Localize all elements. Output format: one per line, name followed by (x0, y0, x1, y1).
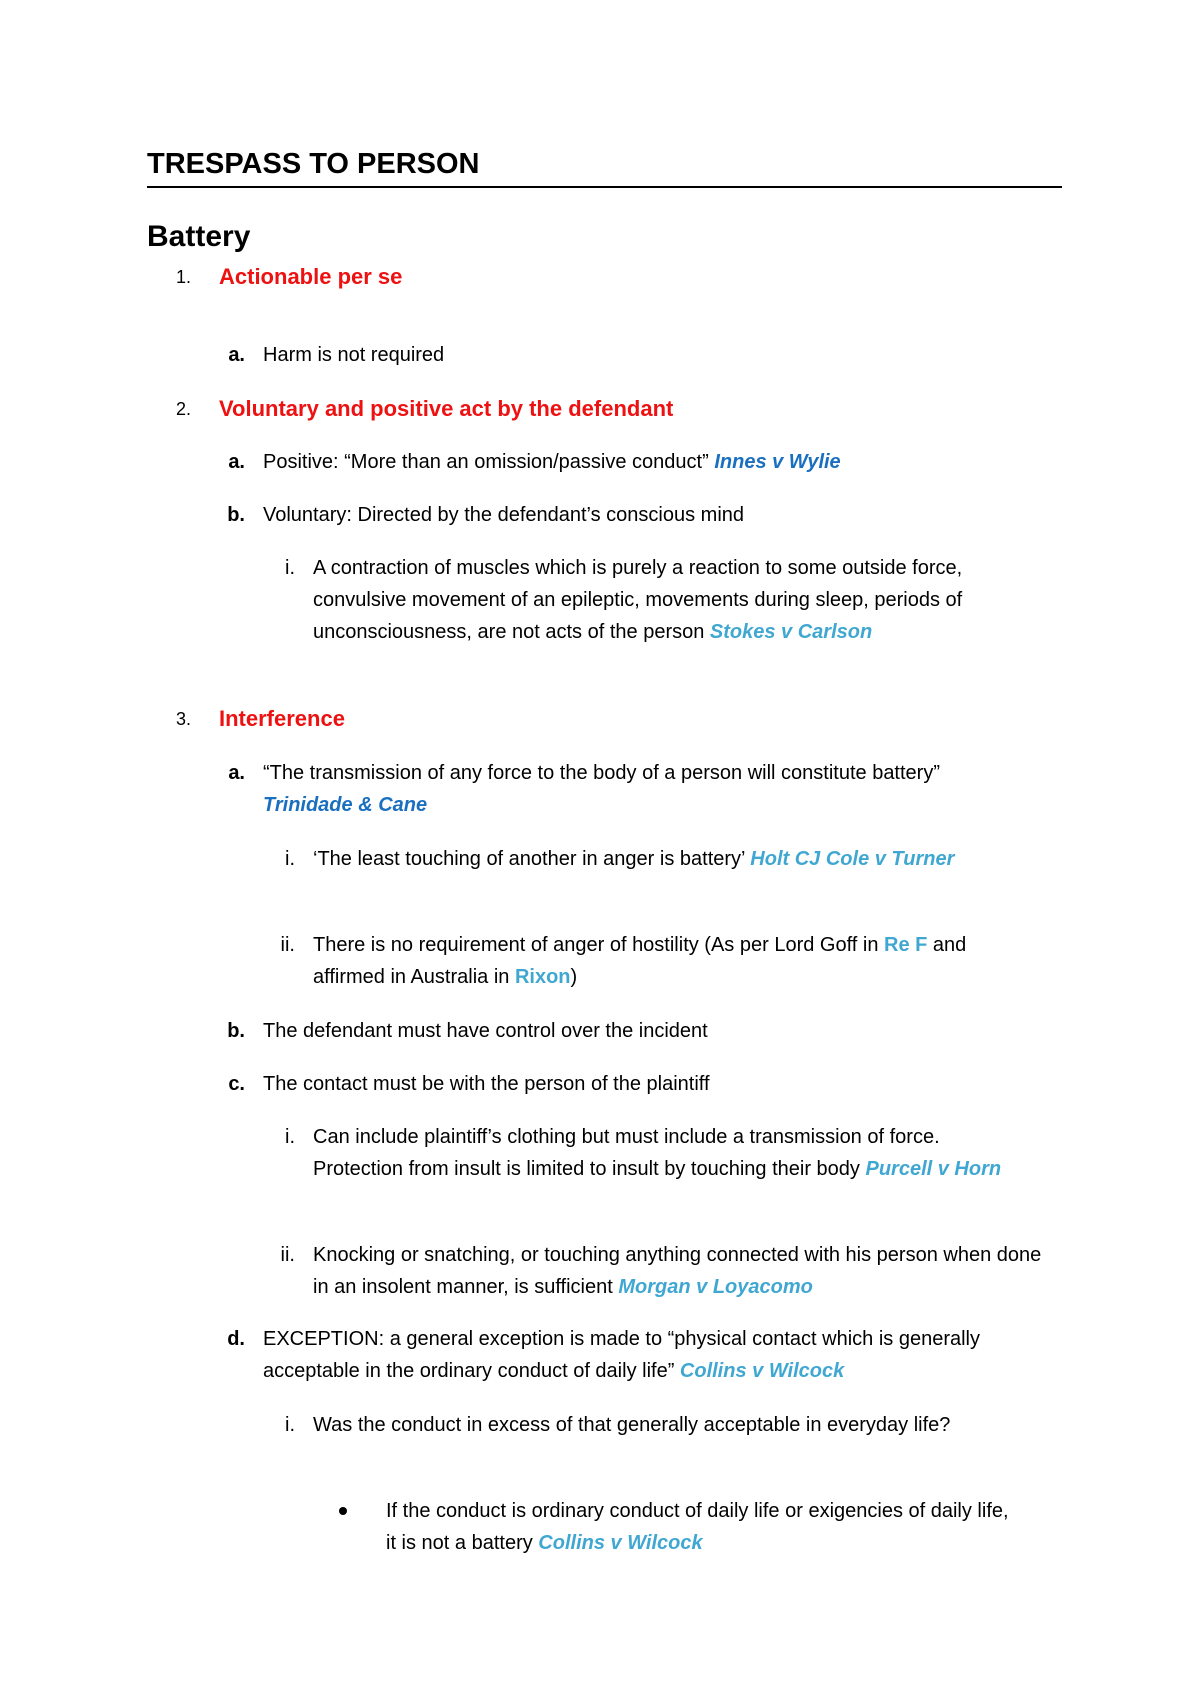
list-item-3b (219, 1015, 1062, 1047)
list-marker: a. (228, 344, 245, 366)
list-text: A contraction of muscles which is purely a reaction to some outside force, convulsive movement of an epileptic, movements during sleep, periods of unconsciousness, are not acts of the person (313, 557, 963, 643)
list-text: ) (570, 966, 578, 988)
bullet-icon (339, 1507, 347, 1515)
list-text-container (263, 1323, 989, 1387)
list-item-1a (219, 339, 1062, 371)
list-item-3c (219, 1068, 1062, 1100)
list-item-3d-i (263, 1409, 993, 1441)
list-text: Was the conduct in excess of that generally acceptable in everyday life? (313, 1414, 951, 1436)
list-text: Harm is not required (263, 344, 445, 366)
list-marker: i. (285, 1126, 295, 1148)
list-text: If the conduct is ordinary conduct of daily life or exigencies of daily life, it is not a battery (386, 1500, 1009, 1554)
list-item-2b (219, 499, 1062, 531)
list-marker: d. (227, 1328, 245, 1350)
list-marker: ii. (280, 1244, 295, 1266)
list-marker: 3. (175, 709, 191, 729)
list-item-3a (219, 757, 1019, 821)
list-item-1 (147, 261, 1062, 293)
case-citation: Collins v Wilcock (538, 1532, 703, 1554)
case-citation: Purcell v Horn (865, 1158, 1002, 1180)
list-item-3a-ii (263, 929, 1023, 993)
case-citation: Morgan v Loyacomo (618, 1276, 813, 1298)
list-text-container (263, 446, 1062, 478)
list-text: EXCEPTION: a general exception is made to “physical contact which is generally acceptable in the ordinary conduct of daily life” (263, 1328, 981, 1382)
case-citation: Collins v Wilcock (679, 1360, 845, 1382)
list-item-3 (147, 703, 1062, 735)
case-citation: Stokes v Carlson (709, 621, 873, 643)
case-citation: Rixon (514, 966, 571, 988)
list-heading: Voluntary and positive act by the defendant (219, 396, 674, 421)
list-text-container (313, 552, 963, 648)
section-heading-battery: Battery (147, 220, 251, 253)
document-title: TRESPASS TO PERSON (147, 146, 1062, 188)
list-marker: 1. (175, 267, 191, 287)
list-item-2a (219, 446, 1062, 478)
list-heading: Actionable per se (219, 264, 403, 289)
list-item-3d-i-bullet (313, 1495, 1023, 1559)
list-text: and affirmed in Australia in (313, 934, 967, 988)
case-citation: Re F (884, 934, 928, 956)
list-text-container (313, 929, 1023, 993)
case-citation: Holt CJ Cole v Turner (750, 848, 955, 870)
list-text: The contact must be with the person of the plaintiff (263, 1073, 710, 1095)
list-text: Can include plaintiff’s clothing but must include a transmission of force. Protection from insult is limited to insult by touching their body (313, 1126, 940, 1180)
list-text: Positive: “More than an omission/passive conduct” (263, 451, 715, 473)
list-item-3c-i (263, 1121, 1023, 1185)
list-text-container (313, 1121, 1023, 1185)
list-text-container (313, 843, 993, 875)
list-text: There is no requirement of anger of hostility (As per Lord Goff in (313, 934, 885, 956)
case-citation: Innes v Wylie (714, 451, 841, 473)
list-marker: ii. (280, 934, 295, 956)
list-marker: b. (227, 1020, 245, 1042)
list-heading: Interference (219, 706, 345, 731)
list-marker: 2. (175, 399, 191, 419)
list-marker: i. (285, 848, 295, 870)
list-marker: a. (228, 451, 245, 473)
list-text: The defendant must have control over the incident (263, 1020, 708, 1042)
list-marker: a. (228, 762, 245, 784)
list-marker: c. (228, 1073, 245, 1095)
list-item-2 (147, 393, 1062, 425)
case-citation: Trinidade & Cane (263, 794, 428, 816)
list-item-2b-i (263, 552, 963, 648)
list-text-container (386, 1495, 1023, 1559)
list-text: Voluntary: Directed by the defendant’s conscious mind (263, 504, 745, 526)
list-item-3c-ii (263, 1239, 1053, 1303)
list-item-3a-i (263, 843, 993, 875)
list-marker: b. (227, 504, 245, 526)
list-item-3d (219, 1323, 989, 1387)
list-text-container (263, 757, 1019, 821)
list-text-container (313, 1239, 1053, 1303)
list-text: “The transmission of any force to the body of a person will constitute battery” (263, 762, 940, 784)
list-marker: i. (285, 557, 295, 579)
list-marker: i. (285, 1414, 295, 1436)
list-text: ‘The least touching of another in anger is battery’ (313, 848, 751, 870)
list-text: Knocking or snatching, or touching anything connected with his person when done in an insolent manner, is sufficient (313, 1244, 1042, 1298)
